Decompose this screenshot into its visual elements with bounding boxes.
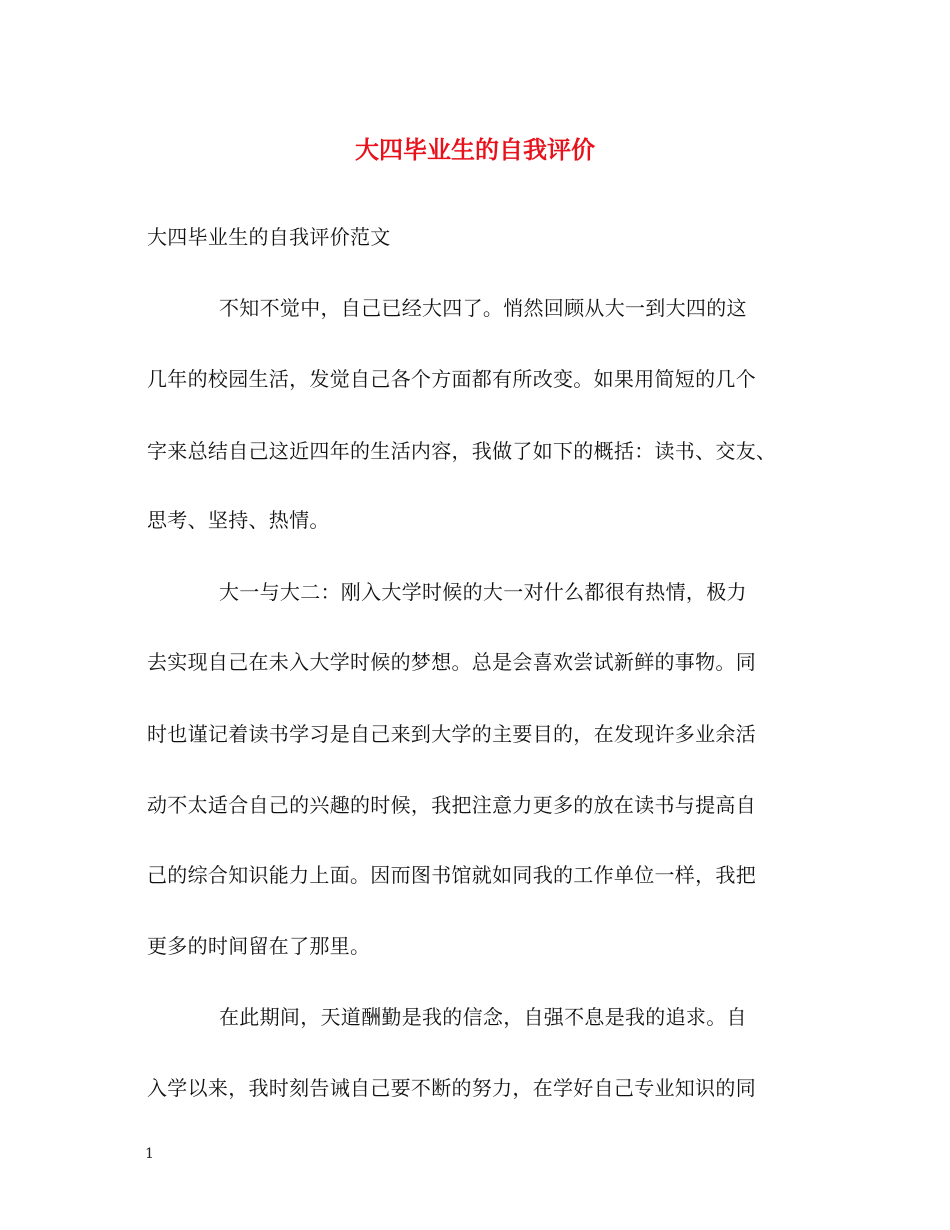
page-number: 1 xyxy=(145,1146,154,1162)
paragraph-line: 在此期间，天道酬勤是我的信念，自强不息是我的追求。自 xyxy=(219,1005,747,1029)
paragraph-line: 去实现自己在未入大学时候的梦想。总是会喜欢尝试新鲜的事物。同 xyxy=(147,650,756,674)
paragraph-line: 更多的时间留在了那里。 xyxy=(147,934,371,958)
document-title: 大四毕业生的自我评价 xyxy=(355,135,595,164)
paragraph-line: 字来总结自己这近四年的生活内容，我做了如下的概括：读书、交友、 xyxy=(147,439,777,463)
paragraph-line: 己的综合知识能力上面。因而图书馆就如同我的工作单位一样，我把 xyxy=(147,863,756,887)
paragraph-line: 几年的校园生活，发觉自己各个方面都有所改变。如果用简短的几个 xyxy=(147,367,756,391)
paragraph-line: 动不太适合自己的兴趣的时候，我把注意力更多的放在读书与提高自 xyxy=(147,793,756,817)
document-subtitle: 大四毕业生的自我评价范文 xyxy=(147,225,391,249)
paragraph-line: 大一与大二：刚入大学时候的大一对什么都很有热情，极力 xyxy=(219,580,747,604)
paragraph-line: 不知不觉中，自己已经大四了。悄然回顾从大一到大四的这 xyxy=(219,296,747,320)
paragraph-line: 入学以来，我时刻告诫自己要不断的努力，在学好自己专业知识的同 xyxy=(147,1076,756,1100)
paragraph-line: 时也谨记着读书学习是自己来到大学的主要目的，在发现许多业余活 xyxy=(147,722,756,746)
paragraph-line: 思考、坚持、热情。 xyxy=(147,508,330,532)
